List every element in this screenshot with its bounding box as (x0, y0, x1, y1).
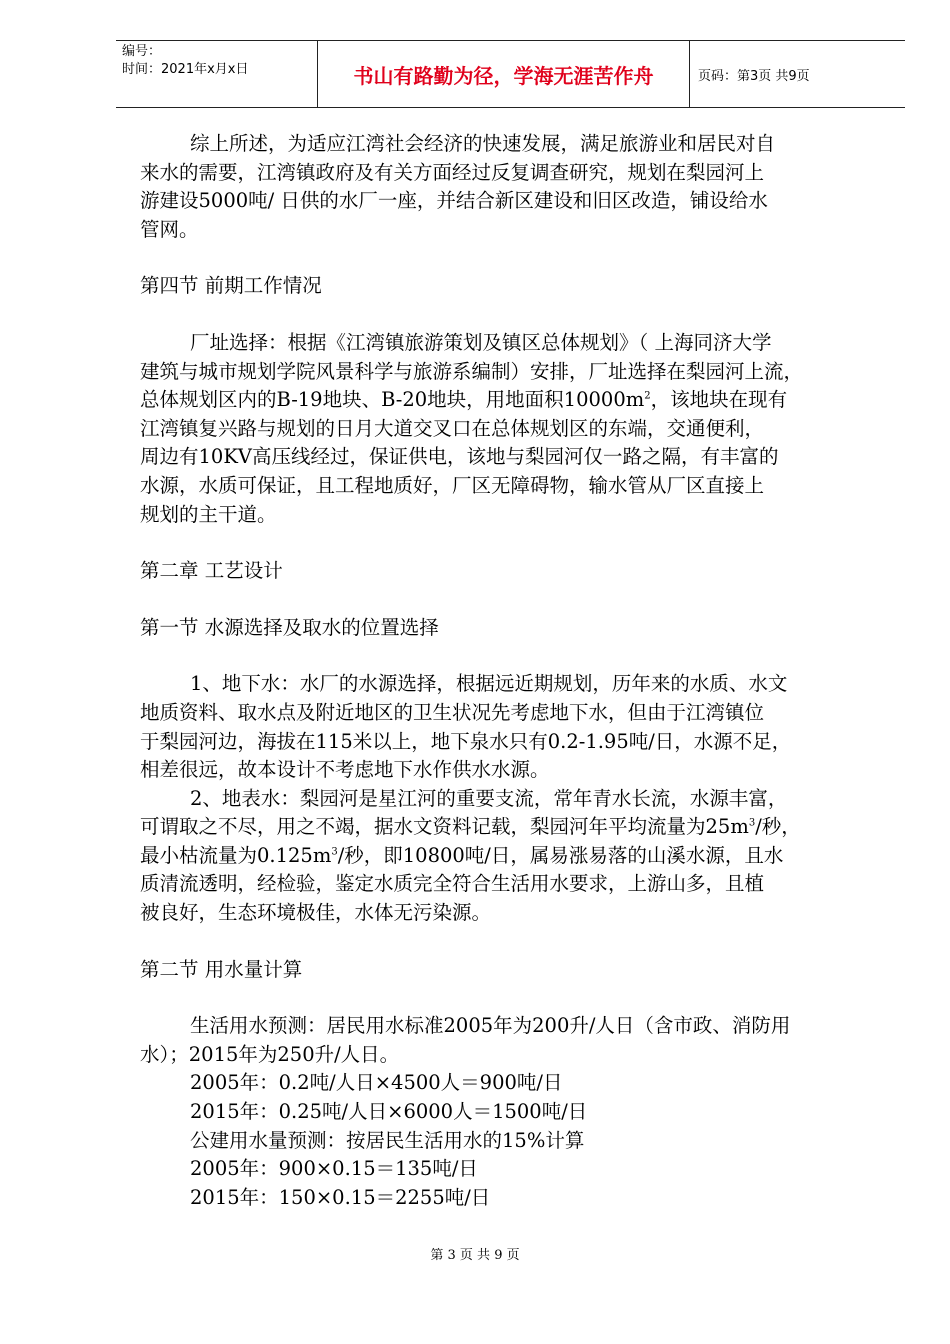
text-line: 2、地表水：梨园河是星江河的重要支流，常年青水长流，水源丰富， (190, 786, 788, 810)
text-line: 生活用水预测：居民用水标准2005年为200升/人日（含市政、消防用 (190, 1014, 791, 1038)
text-line: 水源，水质可保证，且工程地质好，厂区无障碍物，输水管从厂区直接上 (140, 473, 765, 497)
text-line: 2005年：900×0.15＝135吨/日 (190, 1157, 478, 1181)
text-line: 2015年：150×0.15＝2255吨/日 (190, 1185, 491, 1209)
paragraph-summary (140, 130, 890, 244)
text-line: 游建设5000吨/ 日供的水厂一座，并结合新区建设和旧区改造，铺设给水 (140, 189, 768, 213)
text-line: 公建用水量预测：按居民生活用水的15%计算 (190, 1128, 585, 1152)
header-meta (116, 41, 317, 107)
section-heading: 第一节 水源选择及取水的位置选择 (140, 615, 439, 639)
text-line: 江湾镇复兴路与规划的日月大道交叉口在总体规划区的东端，交通便利， (140, 416, 765, 440)
paragraph-surface-water (140, 785, 890, 928)
document-time-label: 时间：2021年x月x日 (122, 62, 249, 77)
text-line: 于梨园河边，海拔在115米以上，地下泉水只有0.2-1.95吨/日，水源不足， (140, 729, 792, 753)
paragraph-groundwater (140, 670, 890, 784)
document-body (140, 130, 890, 1212)
text-line: 最小枯流量为$0.125m^3/$秒，即10800吨/日，属易涨易落的山溪水源，且水 (140, 843, 784, 867)
text-line: 水）；2015年为250升/人日。 (140, 1042, 400, 1066)
section-heading: 第二节 用水量计算 (140, 957, 303, 981)
text-line: 地质资料、取水点及附近地区的卫生状况先考虑地下水，但由于江湾镇位 (140, 700, 765, 724)
text-line: 1、地下水：水厂的水源选择，根据远近期规划，历年来的水质、水文 (190, 672, 788, 696)
text-line: 来水的需要，江湾镇政府及有关方面经过反复调查研究，规划在梨园河上 (140, 160, 765, 184)
text-line: 总体规划区内的B-19地块、B-20地块，用地面积$10000m^2$，该地块在现有 (140, 388, 788, 412)
header-page-label: 页码：第3页 共9页 (698, 68, 810, 84)
paragraph-site-selection (140, 329, 890, 529)
text-line: 可谓取之不尽，用之不竭，据水文资料记载，梨园河年平均流量为$25m^3/$秒， (140, 815, 801, 839)
text-line: 周边有10KV高压线经过，保证供电，该地与梨园河仅一路之隔，有丰富的 (140, 445, 779, 469)
text-line: 被良好，生态环境极佳，水体无污染源。 (140, 901, 492, 925)
text-line: 2005年：0.2吨/人日×4500人＝900吨/日 (190, 1071, 563, 1095)
page-footer-number: 第 3 页 共 9 页 (430, 1248, 520, 1263)
paragraph-water-demand (140, 1012, 890, 1212)
text-line: 管网。 (140, 217, 199, 241)
document-number-label: 编号： (122, 44, 162, 59)
text-line: 质清流透明，经检验，鉴定水质完全符合生活用水要求，上游山多，且植 (140, 872, 765, 896)
chapter-heading: 第二章 工艺设计 (140, 559, 283, 583)
text-line: 2015年：0.25吨/人日×6000人＝1500吨/日 (190, 1100, 588, 1124)
text-line: 规划的主干道。 (140, 502, 277, 526)
text-line: 相差很远，故本设计不考虑地下水作供水水源。 (140, 758, 550, 782)
section-heading: 第四节 前期工作情况 (140, 274, 322, 298)
text-line: 建筑与城市规划学院风景科学与旅游系编制）安排，厂址选择在梨园河上流， (140, 359, 804, 383)
text-line: 综上所述，为适应江湾社会经济的快速发展，满足旅游业和居民对自 (190, 132, 776, 155)
text-line: 厂址选择：根据《江湾镇旅游策划及镇区总体规划》（ 上海同济大学 (190, 330, 772, 354)
page-header (116, 40, 905, 108)
header-motto: 书山有路勤为径，学海无涯苦作舟 (317, 41, 690, 107)
